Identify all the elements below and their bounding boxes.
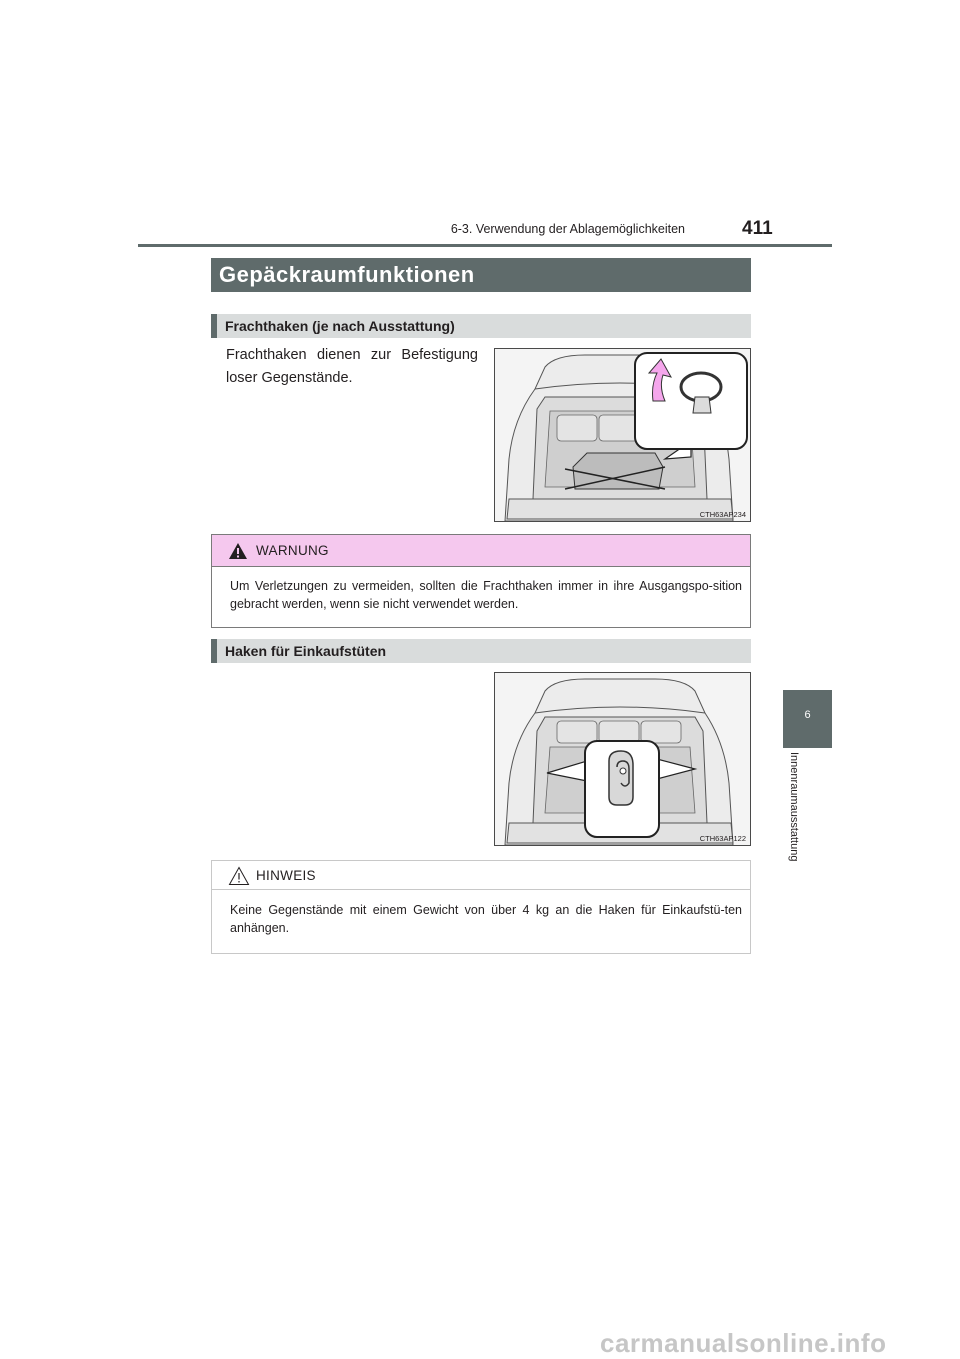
warning-box [211, 534, 751, 628]
chapter-number: 6 [804, 709, 811, 721]
page-title: Gepäckraumfunktionen [211, 258, 751, 292]
notice-box [211, 860, 751, 954]
notice-header [212, 861, 750, 890]
running-header-section: 6-3. Verwendung der Ablagemöglichkeiten [450, 222, 685, 236]
shopping-hook-illustration [495, 673, 750, 845]
figure-code: CTH63AP234 [699, 510, 746, 519]
warning-label: WARNUNG [256, 543, 329, 558]
figure-code: CTH63AP122 [699, 834, 746, 843]
chapter-tab [783, 690, 832, 748]
cargo-hook-figure [494, 348, 751, 522]
notice-label: HINWEIS [256, 868, 316, 883]
notice-text: Keine Gegenstände mit einem Gewicht von über 4 kg an die Haken für Einkaufstü-ten anhängen. [230, 903, 742, 935]
cargo-hooks-description: Frachthaken dienen zur Befestigung loser Gegenstände. [226, 347, 478, 386]
cargo-area-illustration [495, 349, 750, 521]
warning-header [212, 535, 750, 567]
section-heading-cargo-hooks: Frachthaken (je nach Ausstattung) [211, 314, 751, 338]
warning-triangle-icon [228, 542, 248, 560]
caution-triangle-icon [228, 866, 250, 886]
header-rule [138, 244, 832, 247]
warning-text: Um Verletzungen zu vermeiden, sollten die Frachthaken immer in ihre Ausgangspo-sition gebracht werden, wenn sie nicht verwendet werden. [230, 579, 742, 611]
watermark-footer: carmanualsonline.info [600, 1328, 887, 1358]
page-number: 411 [742, 218, 773, 239]
shopping-bag-hook-figure [494, 672, 751, 846]
section-heading-shopping-bag-hooks: Haken für Einkaufstüten [211, 639, 751, 663]
chapter-label: Innenraumausstattung [788, 752, 800, 862]
